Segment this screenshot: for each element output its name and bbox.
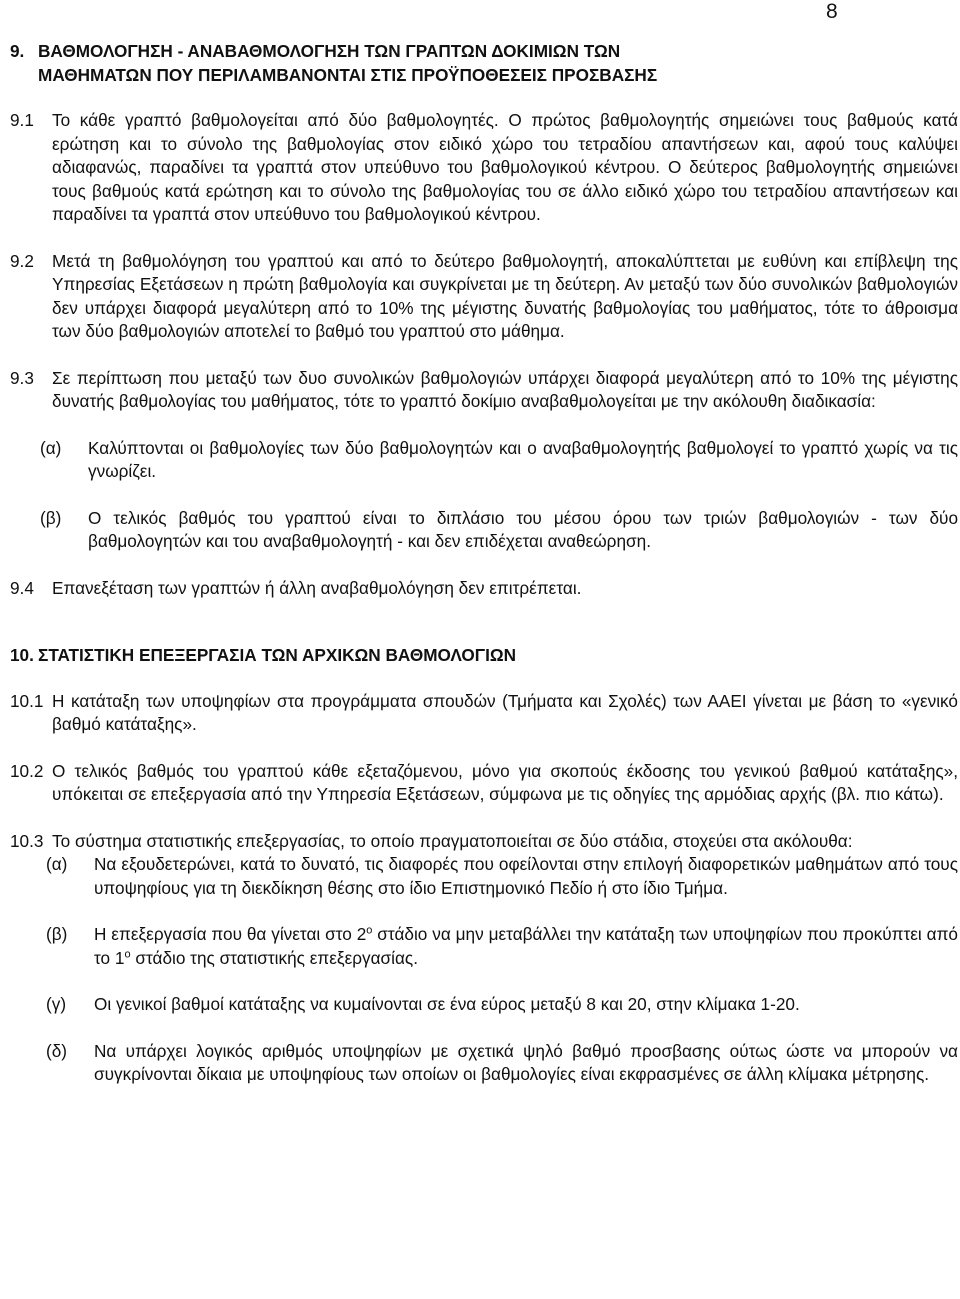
- paragraph-number: 10.1: [10, 690, 44, 711]
- section-9-title-line1: ΒΑΘΜΟΛΟΓΗΣΗ - ΑΝΑΒΑΘΜΟΛΟΓΗΣΗ ΤΩΝ ΓΡΑΠΤΩΝ ΔΟΚΙΜΙΩΝ ΤΩΝ: [38, 41, 621, 61]
- section-10-title: ΣΤΑΤΙΣΤΙΚΗ ΕΠΕΞΕΡΓΑΣΙΑ ΤΩΝ ΑΡΧΙΚΩΝ ΒΑΘΜΟΛΟΓΙΩΝ: [38, 645, 517, 665]
- paragraph-9-2: [10, 250, 958, 344]
- paragraph-text: Η κατάταξη των υποψηφίων στα προγράμματα σπουδών (Τμήματα και Σχολές) των ΑΑΕΙ γίνεται με βάση το «γενικό βαθμό κατάταξης».: [52, 690, 958, 734]
- paragraph-text: Ο τελικός βαθμός του γραπτού κάθε εξεταζόμενου, μόνο για σκοπούς έκδοσης του γενικού βαθμού κατάταξης», υπόκειται σε επεξεργασία από την Υπηρεσία Εξετάσεων, σύμφωνα με τις οδηγίες της αρμόδιας αρχής (βλ. πιο κάτω).: [52, 760, 958, 804]
- paragraph-10-3-item-b: [10, 923, 958, 970]
- item-label: (α): [40, 437, 62, 458]
- paragraph-9-1: [10, 109, 958, 227]
- item-text: Να υπάρχει λογικός αριθμός υποψηφίων με σχετικά ψηλό βαθμό προσβασης ούτως ώστε να μπορούν να συγκρίνονται δίκαια με υποψηφίους των οποίων οι βαθμολογίες είναι εκφρασμένες σε άλλη κλίμακα μέτρησης.: [94, 1040, 958, 1084]
- paragraph-number: 9.3: [10, 367, 34, 388]
- item-text: Ο τελικός βαθμός του γραπτού είναι το διπλάσιο του μέσου όρου των τριών βαθμολογιών - των δύο βαθμολογητών και του αναβαθμολογητή - και δεν επιδέχεται αναθεώρηση.: [88, 507, 958, 551]
- section-9-heading: [10, 40, 958, 87]
- item-label: (β): [46, 924, 68, 944]
- item-text: Να εξουδετερώνει, κατά το δυνατό, τις διαφορές που οφείλονται στην επιλογή διαφορετικών μαθημάτων από τους υποψηφίους για τη διεκδίκηση θέσης στο ίδιο Επιστημονικό Πεδίο ή στο ίδιο Τμήμα.: [94, 854, 958, 898]
- item-text: Καλύπτονται οι βαθμολογίες των δύο βαθμολογητών και ο αναβαθμολογητής βαθμολογεί το γραπτό χωρίς να τις γνωρίζει.: [88, 437, 958, 481]
- paragraph-text: Επανεξέταση των γραπτών ή άλλη αναβαθμολόγηση δεν επιτρέπεται.: [52, 577, 582, 598]
- paragraph-9-3: [10, 367, 958, 414]
- item-text-part: στάδιο να μην μεταβάλλει την κατάταξη των υποψηφίων που προκύπτει από το 1: [94, 924, 958, 968]
- page-number: 8: [826, 0, 838, 23]
- section-10-heading: [10, 644, 958, 668]
- item-text: Οι γενικοί βαθμοί κατάταξης να κυμαίνονται σε ένα εύρος μεταξύ 8 και 20, στην κλίμακα 1-20.: [94, 994, 800, 1014]
- item-label: (β): [40, 507, 62, 528]
- item-label: (α): [46, 854, 68, 874]
- paragraph-10-3-item-d: [10, 1040, 958, 1087]
- paragraph-10-2: [10, 760, 958, 807]
- item-text: [94, 923, 958, 970]
- paragraph-number: 9.2: [10, 250, 34, 271]
- paragraph-10-1: [10, 690, 958, 737]
- paragraph-9-3-item-b: [10, 507, 958, 554]
- superscript: ο: [124, 947, 131, 960]
- paragraph-10-3: [10, 830, 958, 854]
- paragraph-text: Το σύστημα στατιστικής επεξεργασίας, το οποίο πραγματοποιείται σε δύο στάδια, στοχεύει στα ακόλουθα:: [52, 830, 853, 851]
- paragraph-text: Σε περίπτωση που μεταξύ των δυο συνολικών βαθμολογιών υπάρχει διαφορά μεγαλύτερη από το 10% της μέγιστης δυνατής βαθμολογίας του μαθήματος, τότε το γραπτό δοκίμιο αναβαθμολογείται με την ακόλουθη διαδικασία:: [52, 367, 958, 411]
- item-text-part: στάδιο της στατιστικής επεξεργασίας.: [130, 947, 418, 968]
- paragraph-number: 9.4: [10, 577, 34, 598]
- item-label: (γ): [46, 994, 67, 1014]
- section-9-number: 9.: [10, 41, 25, 61]
- paragraph-number: 9.1: [10, 110, 34, 130]
- item-label: (δ): [46, 1040, 68, 1061]
- paragraph-text: Το κάθε γραπτό βαθμολογείται από δύο βαθμολογητές. Ο πρώτος βαθμολογητής σημειώνει τους βαθμούς κατά ερώτηση και το σύνολο της βαθμολογίας στον ειδικό χώρο του τετραδίου απαντήσεων και, αφού τους καλύψει αδιαφανώς, παραδίνει τα γραπτά στον υπεύθυνο του βαθμολογικού κέντρου. Ο δεύτερος βαθμολογητής σημειώνει τους βαθμούς κατά ερώτηση και το σύνολο της βαθμολογίας του σε άλλο ειδικό χώρο του τετραδίου απαντήσεων και παραδίνει τα γραπτά στον υπεύθυνο του βαθμολογικού κέντρου.: [52, 110, 958, 224]
- paragraph-text: Μετά τη βαθμολόγηση του γραπτού και από το δεύτερο βαθμολογητή, αποκαλύπτεται με ευθύνη και επίβλεψη της Υπηρεσίας Εξετάσεων η πρώτη βαθμολογία και συγκρίνεται με τη δεύτερη. Αν μεταξύ των δύο συνολικών βαθμολογιών δεν υπάρχει διαφορά μεγαλύτερη από το 10% της μέγιστης δυνατής βαθμολογίας του μαθήματος, τότε το άθροισμα των δύο βαθμολογιών αποτελεί το βαθμό του γραπτού στο μάθημα.: [52, 250, 958, 341]
- superscript: ο: [366, 924, 373, 937]
- paragraph-9-4: [10, 577, 958, 601]
- section-9-title: [38, 40, 938, 87]
- paragraph-10-3-item-a: [10, 853, 958, 900]
- paragraph-10-3-item-c: [10, 993, 958, 1017]
- section-10-number: 10.: [10, 645, 34, 665]
- document-body: [10, 40, 958, 1087]
- item-text-part: Η επεξεργασία που θα γίνεται στο 2: [94, 924, 367, 944]
- paragraph-number: 10.2: [10, 760, 44, 781]
- section-9-title-line2: ΜΑΘΗΜΑΤΩΝ ΠΟΥ ΠΕΡΙΛΑΜΒΑΝΟΝΤΑΙ ΣΤΙΣ ΠΡΟΫΠΟΘΕΣΕΙΣ ΠΡΟΣΒΑΣΗΣ: [38, 64, 658, 85]
- paragraph-number: 10.3: [10, 830, 44, 851]
- paragraph-9-3-item-a: [10, 437, 958, 484]
